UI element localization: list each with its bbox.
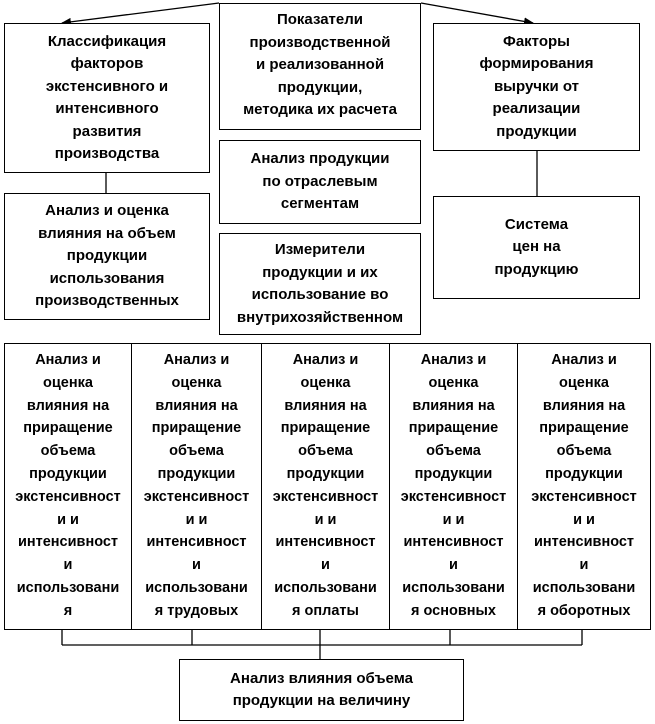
column-box-3 xyxy=(261,343,390,630)
column-box-5-text: Анализ и оценка влияния на приращение объема продукции экстенсивност и и интенсивност и использовани я оборотных xyxy=(531,352,637,619)
box-production-indicators xyxy=(219,3,421,130)
box-production-meters-text: Измерители продукции и их использование во внутрихозяйственном xyxy=(236,241,404,326)
column-box-5 xyxy=(517,343,651,630)
column-box-1 xyxy=(4,343,132,630)
box-factor-classification xyxy=(4,23,210,173)
box-price-system xyxy=(433,196,640,299)
box-production-meters xyxy=(219,233,421,335)
arrow-to-left-box xyxy=(62,3,219,23)
box-revenue-factors xyxy=(433,23,640,151)
column-box-1-text: Анализ и оценка влияния на приращение объема продукции экстенсивност и и интенсивност и использовани я xyxy=(15,352,121,619)
arrow-to-right-box xyxy=(421,3,533,23)
column-box-3-text: Анализ и оценка влияния на приращение объема продукции экстенсивност и и интенсивност и использовани я оплаты xyxy=(272,352,379,619)
box-price-system-text: Система цен на продукцию xyxy=(494,215,579,278)
column-box-4-text: Анализ и оценка влияния на приращение объема продукции экстенсивност и и интенсивност и использовани я основных xyxy=(400,352,507,619)
column-box-2-text: Анализ и оценка влияния на приращение объема продукции экстенсивност и и интенсивност и использовани я трудовых xyxy=(143,352,250,619)
box-bottom-analysis xyxy=(179,659,464,721)
box-volume-analysis xyxy=(4,193,210,320)
box-revenue-factors-text: Факторы формирования выручки от реализации продукции xyxy=(479,32,594,140)
box-segment-analysis xyxy=(219,140,421,224)
box-factor-classification-text: Классификация факторов экстенсивного и интенсивного развития производства xyxy=(45,32,169,162)
column-box-4 xyxy=(389,343,518,630)
box-segment-analysis-text: Анализ продукции по отраслевым сегментам xyxy=(250,150,390,213)
box-production-indicators-text: Показатели производственной и реализованной продукции, методика их расчета xyxy=(243,11,397,119)
box-bottom-analysis-text: Анализ влияния объема продукции на величину xyxy=(230,669,413,709)
box-volume-analysis-text: Анализ и оценка влияния на объем продукции использования производственных xyxy=(35,202,179,310)
column-box-2 xyxy=(131,343,262,630)
